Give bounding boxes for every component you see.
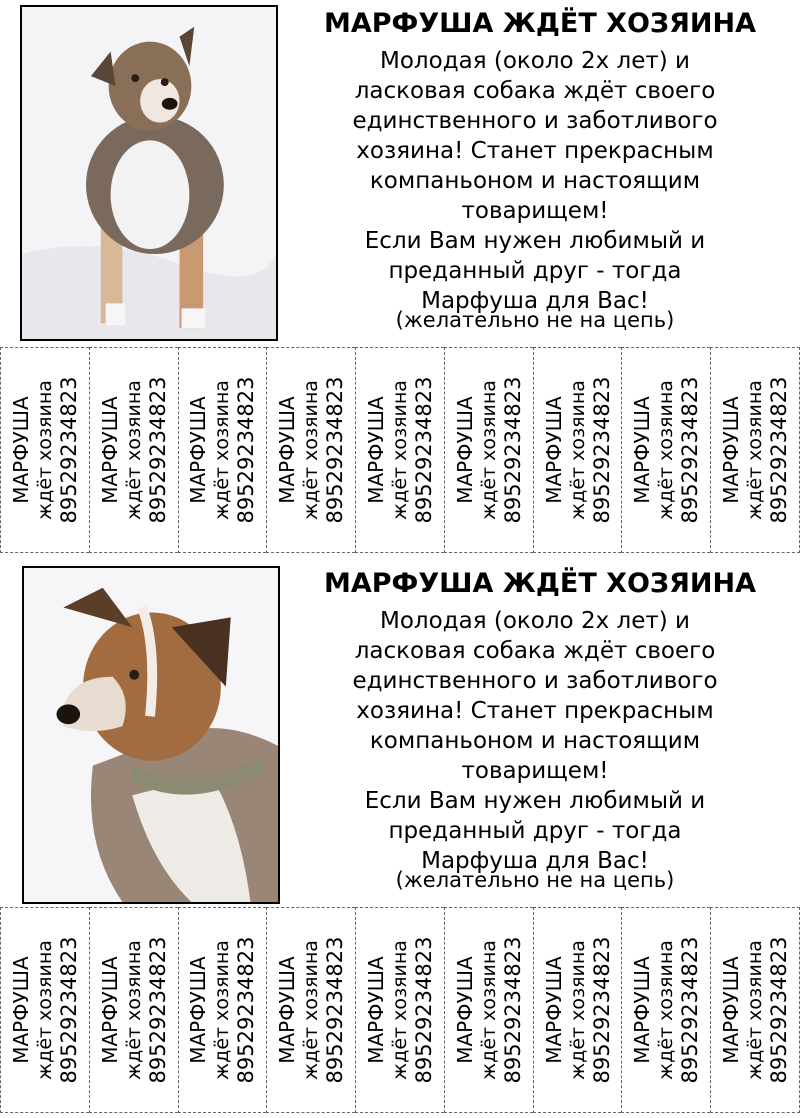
tab-phone: 89529234823 xyxy=(145,936,170,1084)
tab-name: МАРФУША xyxy=(630,956,655,1064)
tab-name: МАРФУША xyxy=(630,396,655,504)
tab-phone: 89529234823 xyxy=(323,936,348,1084)
tear-off-tab[interactable] xyxy=(0,347,89,553)
tab-subtitle: ждёт хозяина xyxy=(655,380,678,520)
tab-subtitle: ждёт хозяина xyxy=(566,940,589,1080)
flyer-description xyxy=(300,606,770,876)
flyer-note: (желательно не на цепь) xyxy=(395,868,675,892)
tear-off-tab[interactable] xyxy=(0,907,89,1113)
tab-phone: 89529234823 xyxy=(589,936,614,1084)
tab-phone: 89529234823 xyxy=(412,936,437,1084)
tear-off-tab[interactable] xyxy=(355,347,444,553)
tear-off-tab[interactable] xyxy=(178,347,267,553)
tab-name: МАРФУША xyxy=(8,396,33,504)
tab-name: МАРФУША xyxy=(8,956,33,1064)
tab-phone: 89529234823 xyxy=(323,376,348,524)
tear-off-tab[interactable] xyxy=(444,347,533,553)
tear-off-tab[interactable] xyxy=(533,907,622,1113)
tab-name: МАРФУША xyxy=(541,396,566,504)
tab-phone: 89529234823 xyxy=(500,936,525,1084)
tab-name: МАРФУША xyxy=(719,396,744,504)
tab-subtitle: ждёт хозяина xyxy=(389,940,412,1080)
tab-phone: 89529234823 xyxy=(56,376,81,524)
tear-off-tab[interactable] xyxy=(621,907,710,1113)
tab-name: МАРФУША xyxy=(275,956,300,1064)
tear-off-tab[interactable] xyxy=(89,907,178,1113)
tear-off-strips xyxy=(0,907,800,1113)
tab-name: МАРФУША xyxy=(364,956,389,1064)
tab-phone: 89529234823 xyxy=(589,376,614,524)
tab-name: МАРФУША xyxy=(452,956,477,1064)
tab-subtitle: ждёт хозяина xyxy=(389,380,412,520)
tab-subtitle: ждёт хозяина xyxy=(566,380,589,520)
tear-off-tab[interactable] xyxy=(710,347,800,553)
tab-phone: 89529234823 xyxy=(678,376,703,524)
tab-subtitle: ждёт хозяина xyxy=(33,380,56,520)
tab-name: МАРФУША xyxy=(275,396,300,504)
tab-subtitle: ждёт хозяина xyxy=(211,940,234,1080)
tab-subtitle: ждёт хозяина xyxy=(744,380,767,520)
tear-off-tab[interactable] xyxy=(444,907,533,1113)
dog-photo-portrait xyxy=(22,566,280,904)
tear-off-strips xyxy=(0,347,800,553)
tab-name: МАРФУША xyxy=(719,956,744,1064)
tab-name: МАРФУША xyxy=(186,956,211,1064)
tab-subtitle: ждёт хозяина xyxy=(477,940,500,1080)
flyer-1 xyxy=(0,0,800,558)
tab-subtitle: ждёт хозяина xyxy=(300,940,323,1080)
flyer-title: МАРФУША ЖДЁТ ХОЗЯИНА xyxy=(324,8,756,39)
tab-subtitle: ждёт хозяина xyxy=(122,940,145,1080)
tab-phone: 89529234823 xyxy=(234,376,259,524)
description-text: Молодая (около 2х лет) и ласковая собака ждёт своего единственного и заботливого хозяина! Станет прекрасным компаньоном и настоящим товарищем! Если Вам нужен любимый и преданный друг - тогда Марфуша для Вас! xyxy=(352,48,718,314)
tab-subtitle: ждёт хозяина xyxy=(300,380,323,520)
tab-phone: 89529234823 xyxy=(412,376,437,524)
tab-name: МАРФУША xyxy=(364,396,389,504)
flyer-title: МАРФУША ЖДЁТ ХОЗЯИНА xyxy=(324,568,756,599)
tab-phone: 89529234823 xyxy=(678,936,703,1084)
tab-phone: 89529234823 xyxy=(234,936,259,1084)
tab-phone: 89529234823 xyxy=(145,376,170,524)
tab-name: МАРФУША xyxy=(97,396,122,504)
tab-phone: 89529234823 xyxy=(767,376,792,524)
tab-name: МАРФУША xyxy=(541,956,566,1064)
tab-subtitle: ждёт хозяина xyxy=(122,380,145,520)
dog-photo-full-body xyxy=(20,5,278,341)
tab-phone: 89529234823 xyxy=(767,936,792,1084)
tear-off-tab[interactable] xyxy=(355,907,444,1113)
tear-off-tab[interactable] xyxy=(621,347,710,553)
tear-off-tab[interactable] xyxy=(178,907,267,1113)
tab-phone: 89529234823 xyxy=(500,376,525,524)
tab-name: МАРФУША xyxy=(186,396,211,504)
tab-phone: 89529234823 xyxy=(56,936,81,1084)
tab-subtitle: ждёт хозяина xyxy=(33,940,56,1080)
tab-subtitle: ждёт хозяина xyxy=(744,940,767,1080)
tear-off-tab[interactable] xyxy=(89,347,178,553)
flyer-2 xyxy=(0,560,800,1118)
tear-off-tab[interactable] xyxy=(266,907,355,1113)
tear-off-tab[interactable] xyxy=(266,347,355,553)
tab-name: МАРФУША xyxy=(452,396,477,504)
tear-off-tab[interactable] xyxy=(710,907,800,1113)
flyer-note: (желательно не на цепь) xyxy=(395,308,675,332)
tab-subtitle: ждёт хозяина xyxy=(211,380,234,520)
flyer-description xyxy=(300,46,770,316)
tab-subtitle: ждёт хозяина xyxy=(477,380,500,520)
tab-subtitle: ждёт хозяина xyxy=(655,940,678,1080)
tear-off-tab[interactable] xyxy=(533,347,622,553)
description-text: Молодая (около 2х лет) и ласковая собака ждёт своего единственного и заботливого хозяина! Станет прекрасным компаньоном и настоящим товарищем! Если Вам нужен любимый и преданный друг - тогда Марфуша для Вас! xyxy=(352,608,718,874)
tab-name: МАРФУША xyxy=(97,956,122,1064)
